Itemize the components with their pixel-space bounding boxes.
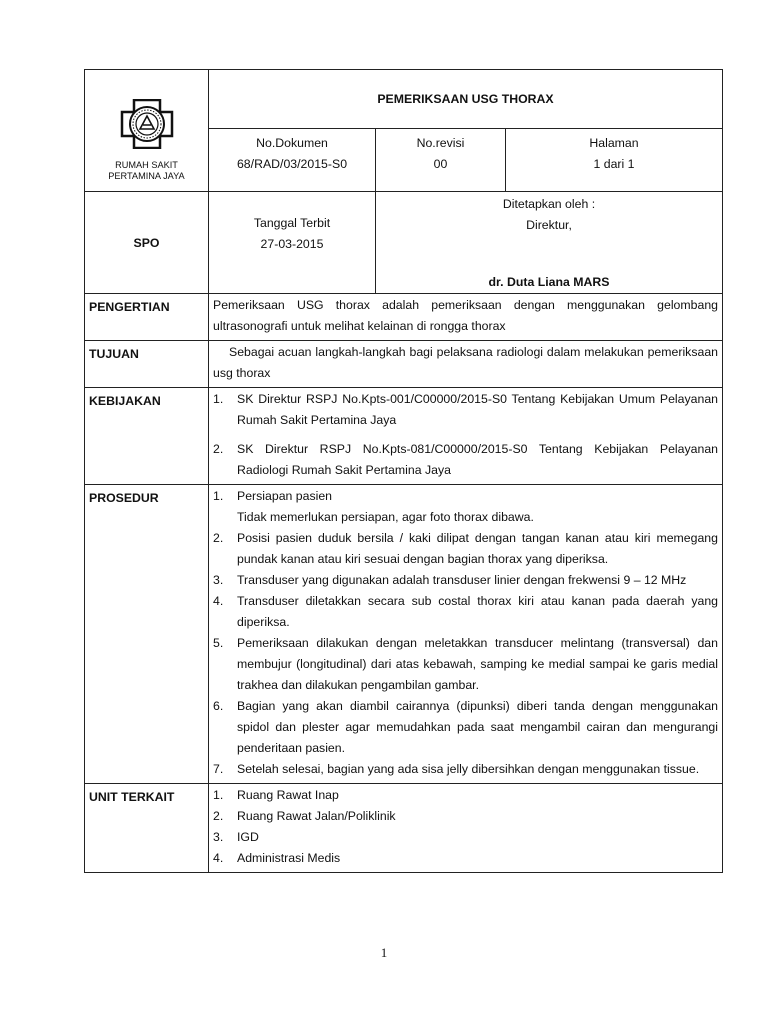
tujuan-label: TUJUAN <box>85 341 209 388</box>
doc-number-label: No.Dokumen <box>256 136 328 150</box>
list-item: 6. Bagian yang akan diambil cairannya (dipunksi) diberi tanda dengan menggunakan spidol dan plester agar memudahkan pada saat mengambil cairan dan mengurangi penderitaan pasien. <box>213 699 718 755</box>
document-title: PEMERIKSAAN USG THORAX <box>209 70 723 129</box>
spo-label: SPO <box>85 192 209 294</box>
list-item: 2. Ruang Rawat Jalan/Poliklinik <box>213 809 396 823</box>
approver-name: dr. Duta Liana MARS <box>488 275 610 289</box>
list-item: 1. Ruang Rawat Inap <box>213 788 339 802</box>
doc-number-value: 68/RAD/03/2015-S0 <box>236 157 348 171</box>
revision-value: 00 <box>433 157 448 171</box>
issued-date-label: Tanggal Terbit <box>253 216 331 230</box>
hospital-subname: PERTAMINA JAYA <box>108 171 185 181</box>
revision-label: No.revisi <box>416 136 465 150</box>
unit-terkait-list <box>213 785 718 869</box>
list-item: 1. SK Direktur RSPJ No.Kpts-001/C00000/2015-S0 Tentang Kebijakan Umum Pelayanan Rumah Sakit Pertamina Jaya <box>213 392 718 427</box>
pertamina-logo-icon <box>112 99 182 149</box>
list-item: 3. IGD <box>213 830 259 844</box>
approved-by-label: Ditetapkan oleh : <box>502 197 596 211</box>
kebijakan-list <box>213 389 718 481</box>
pengertian-label: PENGERTIAN <box>85 294 209 341</box>
page-number: 1 <box>380 945 388 960</box>
list-item: 5. Pemeriksaan dilakukan dengan meletakkan transducer melintang (transversal) dan membujur (longitudinal) dari atas kebawah, samping ke medial sampai ke garis medial trakhea dan dilakukan pengambilan gambar. <box>213 636 718 692</box>
hospital-logo-cell <box>85 70 209 192</box>
hospital-name: RUMAH SAKIT <box>115 160 178 170</box>
page-label: Halaman <box>589 136 639 150</box>
pengertian-text: Pemeriksaan USG thorax adalah pemeriksaan dengan menggunakan gelombang ultrasonografi untuk melihat kelainan di rongga thorax <box>209 294 723 341</box>
list-item: 4. Administrasi Medis <box>213 851 341 865</box>
page-value: 1 dari 1 <box>593 157 635 171</box>
tujuan-text: Sebagai acuan langkah-langkah bagi pelaksana radiologi dalam melakukan pemeriksaan usg thorax <box>209 341 723 388</box>
list-item: 2. SK Direktur RSPJ No.Kpts-081/C00000/2015-S0 Tentang Kebijakan Pelayanan Radiologi Rumah Sakit Pertamina Jaya <box>213 442 718 477</box>
list-item: 1. Persiapan pasien Tidak memerlukan persiapan, agar foto thorax dibawa. <box>213 489 534 524</box>
list-item: 3. Transduser yang digunakan adalah transduser linier dengan frekwensi 9 – 12 MHz <box>213 573 687 587</box>
issued-date-value: 27-03-2015 <box>260 237 324 251</box>
list-item: 2. Posisi pasien duduk bersila / kaki dilipat dengan tangan kanan atau kiri memegang pundak kanan atau kiri sesuai dengan bagian thorax yang diperiksa. <box>213 531 718 566</box>
approver-role: Direktur, <box>526 218 572 232</box>
list-item: 4. Transduser diletakkan secara sub costal thorax kiri atau kanan pada daerah yang diperiksa. <box>213 594 718 629</box>
unit-terkait-label: UNIT TERKAIT <box>85 784 209 873</box>
list-item: 7. Setelah selesai, bagian yang ada sisa jelly dibersihkan dengan menggunakan tissue. <box>213 762 700 776</box>
prosedur-label: PROSEDUR <box>85 485 209 784</box>
spo-document-table <box>84 69 723 873</box>
kebijakan-label: KEBIJAKAN <box>85 388 209 485</box>
prosedur-list <box>213 486 718 780</box>
